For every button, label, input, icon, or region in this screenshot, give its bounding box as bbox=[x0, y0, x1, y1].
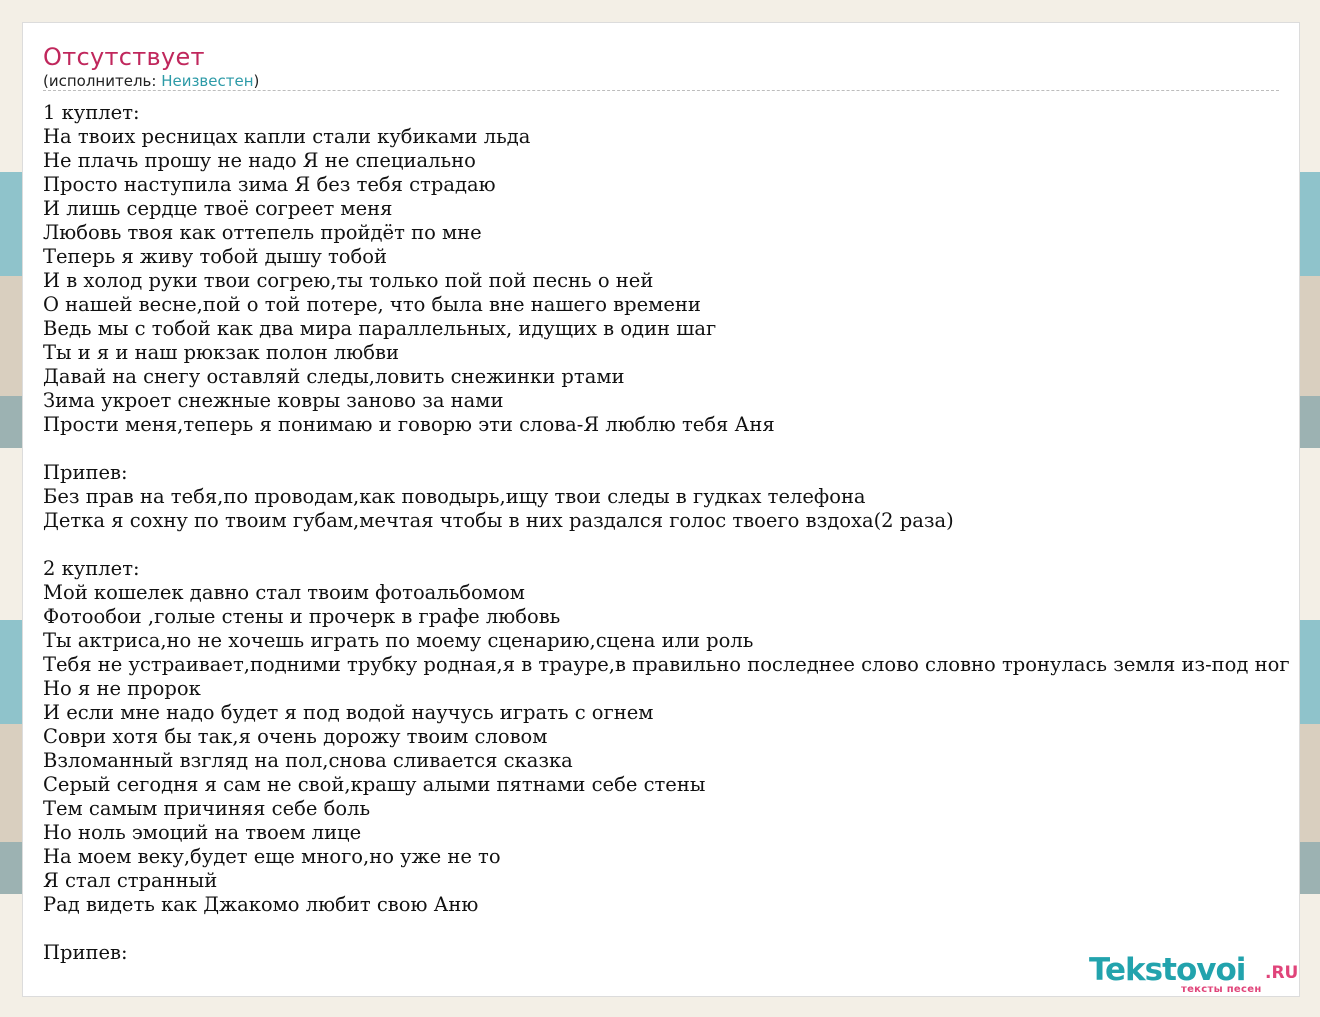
lyrics-line: Зима укроет снежные ковры заново за нами bbox=[43, 389, 504, 412]
lyrics-line: Фотообои ,голые стены и прочерк в графе любовь bbox=[43, 605, 561, 628]
artist-link[interactable]: Неизвестен bbox=[161, 72, 254, 90]
logo-tld: .RU bbox=[1265, 963, 1299, 983]
lyrics-blank-line bbox=[43, 917, 1299, 941]
artist-line bbox=[43, 72, 259, 90]
lyrics-line: Мой кошелек давно стал твоим фотоальбомом bbox=[43, 581, 525, 604]
lyrics-line: И если мне надо будет я под водой научусь играть с огнем bbox=[43, 701, 654, 724]
lyrics-line: И лишь сердце твоё согреет меня bbox=[43, 197, 393, 220]
lyrics-line: Серый сегодня я сам не свой,крашу алыми пятнами себе стены bbox=[43, 773, 706, 796]
lyrics-line: И в холод руки твои согрею,ты только пой пой песнь о ней bbox=[43, 269, 654, 292]
logo-wordmark: Tekstovoi bbox=[1089, 952, 1246, 988]
lyrics-blank-line bbox=[43, 533, 1299, 557]
lyrics-line: 1 куплет: bbox=[43, 101, 140, 124]
song-title: Отсутствует bbox=[43, 43, 205, 71]
lyrics-line: На твоих ресницах капли стали кубиками льда bbox=[43, 125, 531, 148]
lyrics-line: Теперь я живу тобой дышу тобой bbox=[43, 245, 388, 268]
lyrics-blank-line bbox=[43, 437, 1299, 461]
lyrics-text bbox=[43, 101, 1299, 965]
lyrics-line: Я стал странный bbox=[43, 869, 218, 892]
lyrics-line: О нашей весне,пой о той потере, что была вне нашего времени bbox=[43, 293, 701, 316]
lyrics-line: 2 куплет: bbox=[43, 557, 140, 580]
lyrics-line: Соври хотя бы так,я очень дорожу твоим словом bbox=[43, 725, 548, 748]
lyrics-line: Рад видеть как Джакомо любит свою Аню bbox=[43, 893, 479, 916]
dashed-divider bbox=[43, 90, 1279, 91]
lyrics-line: Припев: bbox=[43, 941, 128, 964]
artist-suffix: ) bbox=[253, 72, 260, 90]
lyrics-card bbox=[22, 22, 1300, 997]
lyrics-line: Ты актриса,но не хочешь играть по моему сценарию,сцена или роль bbox=[43, 629, 754, 652]
lyrics-line: Ведь мы с тобой как два мира параллельных, идущих в один шаг bbox=[43, 317, 717, 340]
lyrics-line: На моем веку,будет еще много,но уже не то bbox=[43, 845, 501, 868]
lyrics-line: Просто наступила зима Я без тебя страдаю bbox=[43, 173, 496, 196]
lyrics-line: Без прав на тебя,по проводам,как поводырь,ищу твои следы в гудках телефона bbox=[43, 485, 866, 508]
lyrics-line: Взломанный взгляд на пол,снова сливается сказка bbox=[43, 749, 573, 772]
logo-tagline: тексты песен bbox=[1181, 984, 1262, 995]
lyrics-line: Не плачь прошу не надо Я не специально bbox=[43, 149, 476, 172]
lyrics-line: Любовь твоя как оттепель пройдёт по мне bbox=[43, 221, 482, 244]
lyrics-line: Прости меня,теперь я понимаю и говорю эти слова-Я люблю тебя Аня bbox=[43, 413, 775, 436]
lyrics-line: Припев: bbox=[43, 461, 128, 484]
lyrics-line: Ты и я и наш рюкзак полон любви bbox=[43, 341, 399, 364]
lyrics-line: Детка я сохну по твоим губам,мечтая чтобы в них раздался голос твоего вздоха(2 раза) bbox=[43, 509, 954, 532]
artist-prefix: (исполнитель: bbox=[43, 72, 162, 90]
lyrics-line: Но я не пророк bbox=[43, 677, 201, 700]
site-logo[interactable] bbox=[1089, 952, 1299, 995]
lyrics-line: Но ноль эмоций на твоем лице bbox=[43, 821, 362, 844]
lyrics-line: Тебя не устраивает,подними трубку родная,я в трауре,в правильно последнее слово словно тронулась земля из-под ног bbox=[43, 653, 1290, 676]
lyrics-line: Давай на снегу оставляй следы,ловить снежинки ртами bbox=[43, 365, 625, 388]
lyrics-line: Тем самым причиняя себе боль bbox=[43, 797, 371, 820]
